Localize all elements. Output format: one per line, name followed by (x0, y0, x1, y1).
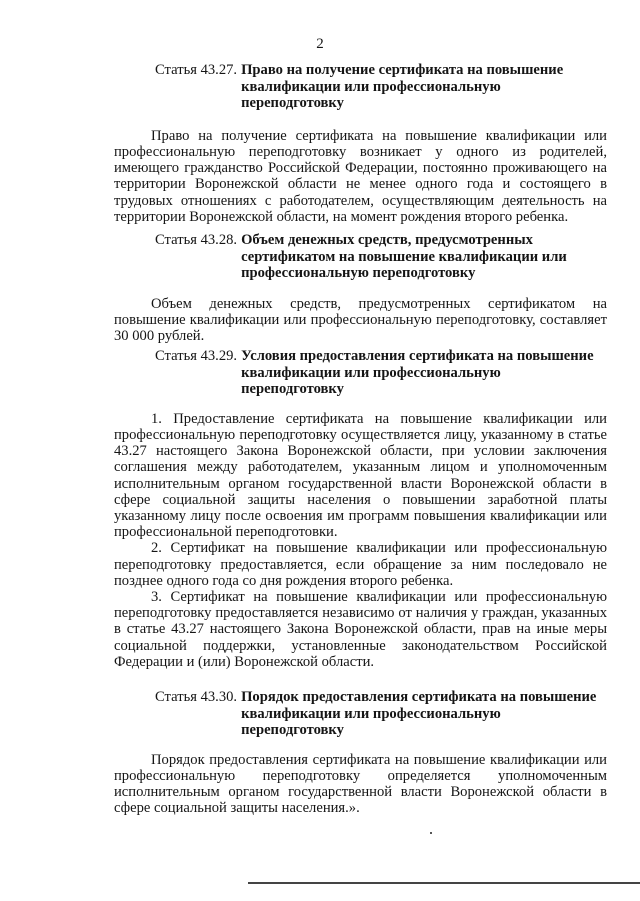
page-number: 2 (316, 36, 324, 52)
article-43-28 (114, 232, 607, 344)
article-heading (155, 689, 607, 739)
article-43-30 (114, 689, 607, 817)
article-number: Статья 43.27. (155, 62, 238, 78)
article-title: Условия предоставления сертификата на повышение квалификации или профессиональную переподготовку (241, 348, 594, 398)
article-paragraph: 2. Сертификат на повышение квалификации или профессиональную переподготовку предоставляется, если обращение за ним последовало не позднее одного года со дня рождения второго ребенка. (114, 540, 607, 589)
scan-edge-line (248, 882, 640, 884)
article-paragraph: 1. Предоставление сертификата на повышение квалификации или профессиональную переподготовку осуществляется лицу, указанному в статье 43.27 настоящего Закона Воронежской области, при условии заключения соглашения между работодателем, указанным лицом и уполномоченным исполнительным органом государственной власти Воронежской области в сфере социальной защиты населения о повышении заработной платы указанному лицу после освоения им программ повышения квалификации или профессиональной переподготовки. (114, 410, 607, 541)
article-title: Право на получение сертификата на повышение квалификации или профессиональную переподготовку (241, 62, 564, 112)
article-paragraph: Порядок предоставления сертификата на повышение квалификации или профессиональную переподготовку определяется уполномоченным исполнительным органом государственной власти Воронежской области в сфере социальной защиты населения.». (114, 751, 607, 817)
article-body (114, 752, 607, 817)
article-paragraph: 3. Сертификат на повышение квалификации или профессиональную переподготовку предоставляется независимо от наличия у граждан, указанных в статье 43.27 настоящего Закона Воронежской области, прав на иные меры социальной поддержки, установленные законодательством Российской Федерации и (или) Воронежской области. (114, 589, 607, 670)
article-body (114, 296, 607, 345)
article-paragraph: Право на получение сертификата на повышение квалификации или профессиональную переподготовку возникает у одного из родителей, имеющего гражданство Российской Федерации, постоянно проживающего на территории Воронежской области не менее одного года и состоящего в трудовых отношениях с работодателем, осуществляющим деятельность на территории Воронежской области, на момент рождения второго ребенка. (114, 127, 607, 225)
article-number: Статья 43.30. (155, 689, 238, 705)
article-number: Статья 43.29. (155, 348, 238, 364)
article-title: Объем денежных средств, предусмотренных сертификатом на повышение квалификации или профессиональную переподготовку (241, 232, 567, 282)
article-43-29 (114, 348, 607, 670)
article-title: Порядок предоставления сертификата на повышение квалификации или профессиональную переподготовку (241, 689, 597, 739)
article-heading (155, 232, 607, 282)
article-number: Статья 43.28. (155, 232, 238, 248)
scan-speck (430, 832, 432, 834)
article-heading (155, 62, 607, 112)
article-body (114, 128, 607, 225)
article-body (114, 411, 607, 670)
article-43-27 (114, 62, 607, 225)
article-paragraph: Объем денежных средств, предусмотренных сертификатом на повышение квалификации или профессиональную переподготовку, составляет 30 000 рублей. (114, 295, 607, 345)
article-heading (155, 348, 607, 398)
